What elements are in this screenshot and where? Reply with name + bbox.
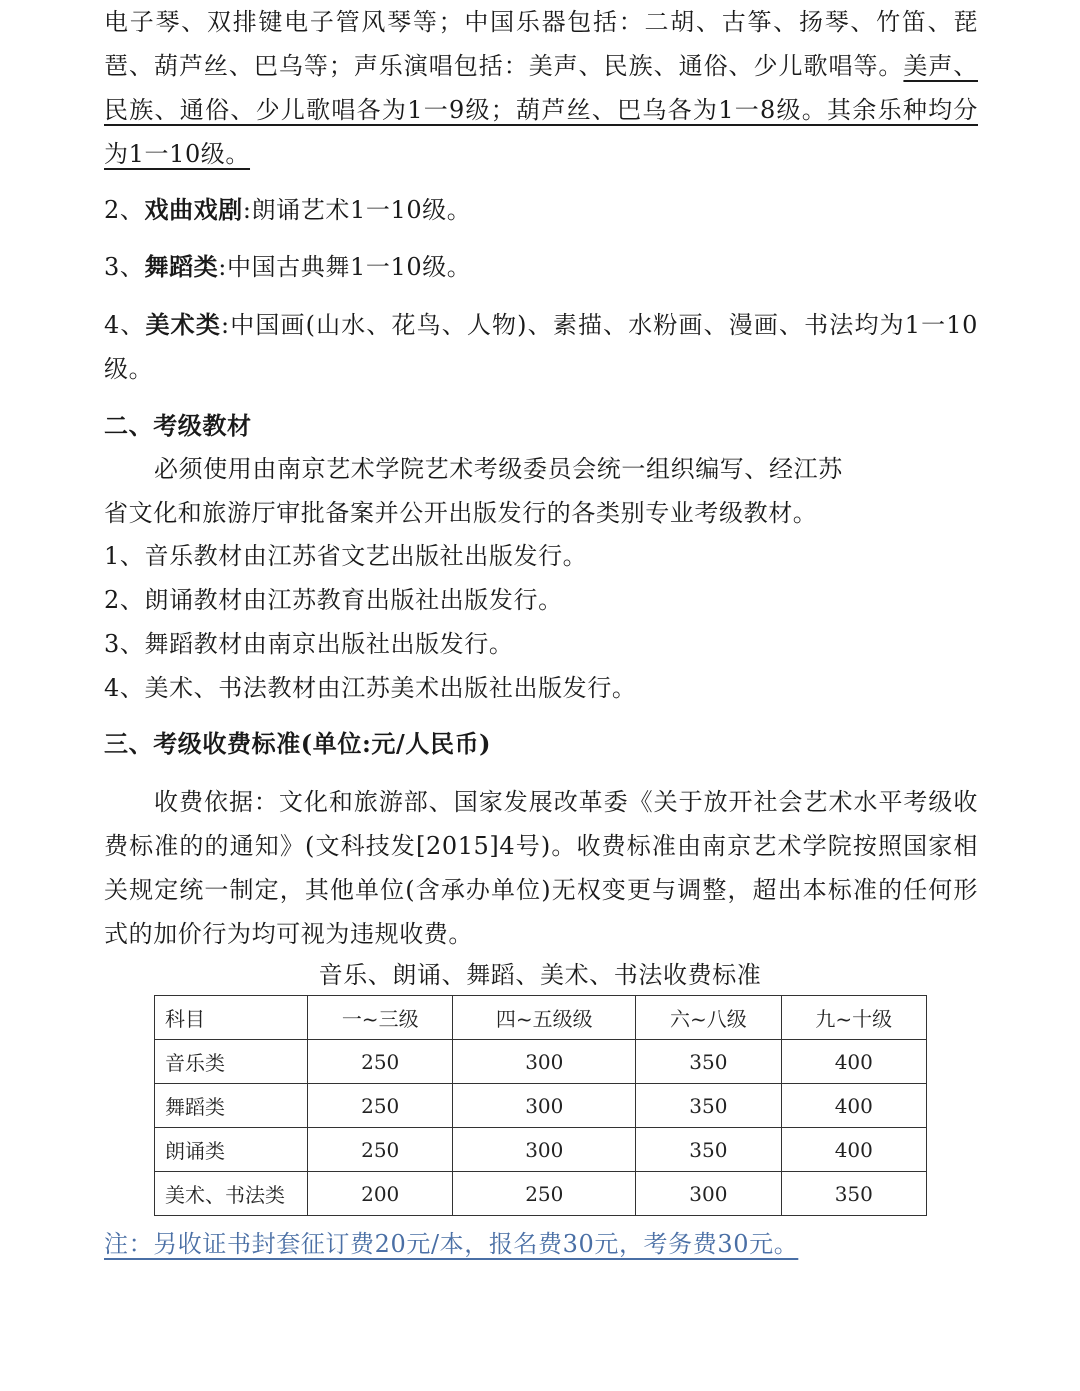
- fee-note: 注：另收证书封套征订费20元/本，报名费30元，考务费30元。: [104, 1230, 799, 1258]
- list-item: 3、舞蹈教材由南京出版社出版发行。: [104, 630, 514, 658]
- item-number: 4、: [104, 311, 146, 339]
- textbook-publisher-list: [104, 534, 978, 710]
- table-row: [155, 1172, 927, 1216]
- item-label: 美术类: [145, 310, 221, 339]
- table-cell: 400: [781, 1128, 926, 1172]
- table-cell: 舞蹈类: [155, 1084, 308, 1128]
- item-number: 2、: [104, 196, 145, 224]
- table-cell: 300: [453, 1128, 636, 1172]
- music-categories-text: 电子琴、双排键电子管风琴等；中国乐器包括：二胡、古筝、扬琴、竹笛、琵琶、葫芦丝、巴乌等；声乐演唱包括：美声、民族、通俗、少儿歌唱等。: [104, 8, 978, 80]
- table-header-cell: 科目: [155, 996, 308, 1040]
- table-header-cell: 一~三级: [308, 996, 453, 1040]
- item-text: :中国画(山水、花鸟、人物)、素描、水粉画、漫画、书法均为1一10级。: [104, 311, 978, 383]
- table-row: [155, 1084, 927, 1128]
- table-cell: 300: [453, 1040, 636, 1084]
- item-text: :朗诵艺术1一10级。: [242, 196, 472, 224]
- textbook-paragraph-line2: 省文化和旅游厅审批备案并公开出版发行的各类别专业考级教材。: [104, 499, 818, 527]
- table-cell: 300: [636, 1172, 781, 1216]
- fee-table: [154, 995, 927, 1216]
- table-cell: 350: [636, 1128, 781, 1172]
- table-cell: 250: [308, 1040, 453, 1084]
- table-cell: 音乐类: [155, 1040, 308, 1084]
- table-cell: 350: [636, 1040, 781, 1084]
- section3-heading: 三、考级收费标准(单位:元/人民币): [104, 729, 492, 758]
- textbook-paragraph-line1: 必须使用由南京艺术学院艺术考级委员会统一组织编写、经江苏: [154, 455, 843, 483]
- item-label: 舞蹈类: [144, 252, 219, 281]
- table-cell: 350: [781, 1172, 926, 1216]
- table-cell: 350: [636, 1084, 781, 1128]
- item-fine-arts: [104, 303, 978, 391]
- list-item: 4、美术、书法教材由江苏美术出版社出版发行。: [104, 674, 637, 702]
- table-row: [155, 1040, 927, 1084]
- list-item: 1、音乐教材由江苏省文艺出版社出版发行。: [104, 542, 588, 570]
- list-item: 2、朗诵教材由江苏教育出版社出版发行。: [104, 586, 563, 614]
- table-header-cell: 四~五级级: [453, 996, 636, 1040]
- table-cell: 200: [308, 1172, 453, 1216]
- music-levels-underlined-text: 美声、民族、通俗、少儿歌唱各为1一9级；葫芦丝、巴乌各为1一8级。其余乐种均分为1一10级。: [104, 52, 978, 168]
- table-header-row: [155, 996, 927, 1040]
- table-header-cell: 九~十级: [781, 996, 926, 1040]
- fee-table-title: 音乐、朗诵、舞蹈、美术、书法收费标准: [318, 961, 762, 989]
- item-drama: [104, 188, 978, 232]
- table-cell: 250: [308, 1128, 453, 1172]
- table-cell: 朗诵类: [155, 1128, 308, 1172]
- table-cell: 250: [453, 1172, 636, 1216]
- table-row: [155, 1128, 927, 1172]
- table-cell: 美术、书法类: [155, 1172, 308, 1216]
- table-header-cell: 六~八级: [636, 996, 781, 1040]
- table-cell: 400: [781, 1040, 926, 1084]
- table-cell: 250: [308, 1084, 453, 1128]
- item-number: 3、: [104, 253, 145, 281]
- fee-basis-paragraph: 收费依据：文化和旅游部、国家发展改革委《关于放开社会艺术水平考级收费标准的的通知》(文科技发[2015]4号)。收费标准由南京艺术学院按照国家相关规定统一制定，其他单位(含承办单位)无权变更与调整，超出本标准的任何形式的加价行为均可视为违规收费。: [104, 788, 978, 948]
- item-text: :中国古典舞1一10级。: [218, 253, 472, 281]
- table-cell: 300: [453, 1084, 636, 1128]
- item-label: 戏曲戏剧: [144, 195, 243, 224]
- table-cell: 400: [781, 1084, 926, 1128]
- textbook-paragraph: [104, 447, 978, 535]
- section2-heading: 二、考级教材: [104, 411, 252, 440]
- item-dance: [104, 245, 978, 289]
- music-categories-paragraph: [104, 0, 978, 176]
